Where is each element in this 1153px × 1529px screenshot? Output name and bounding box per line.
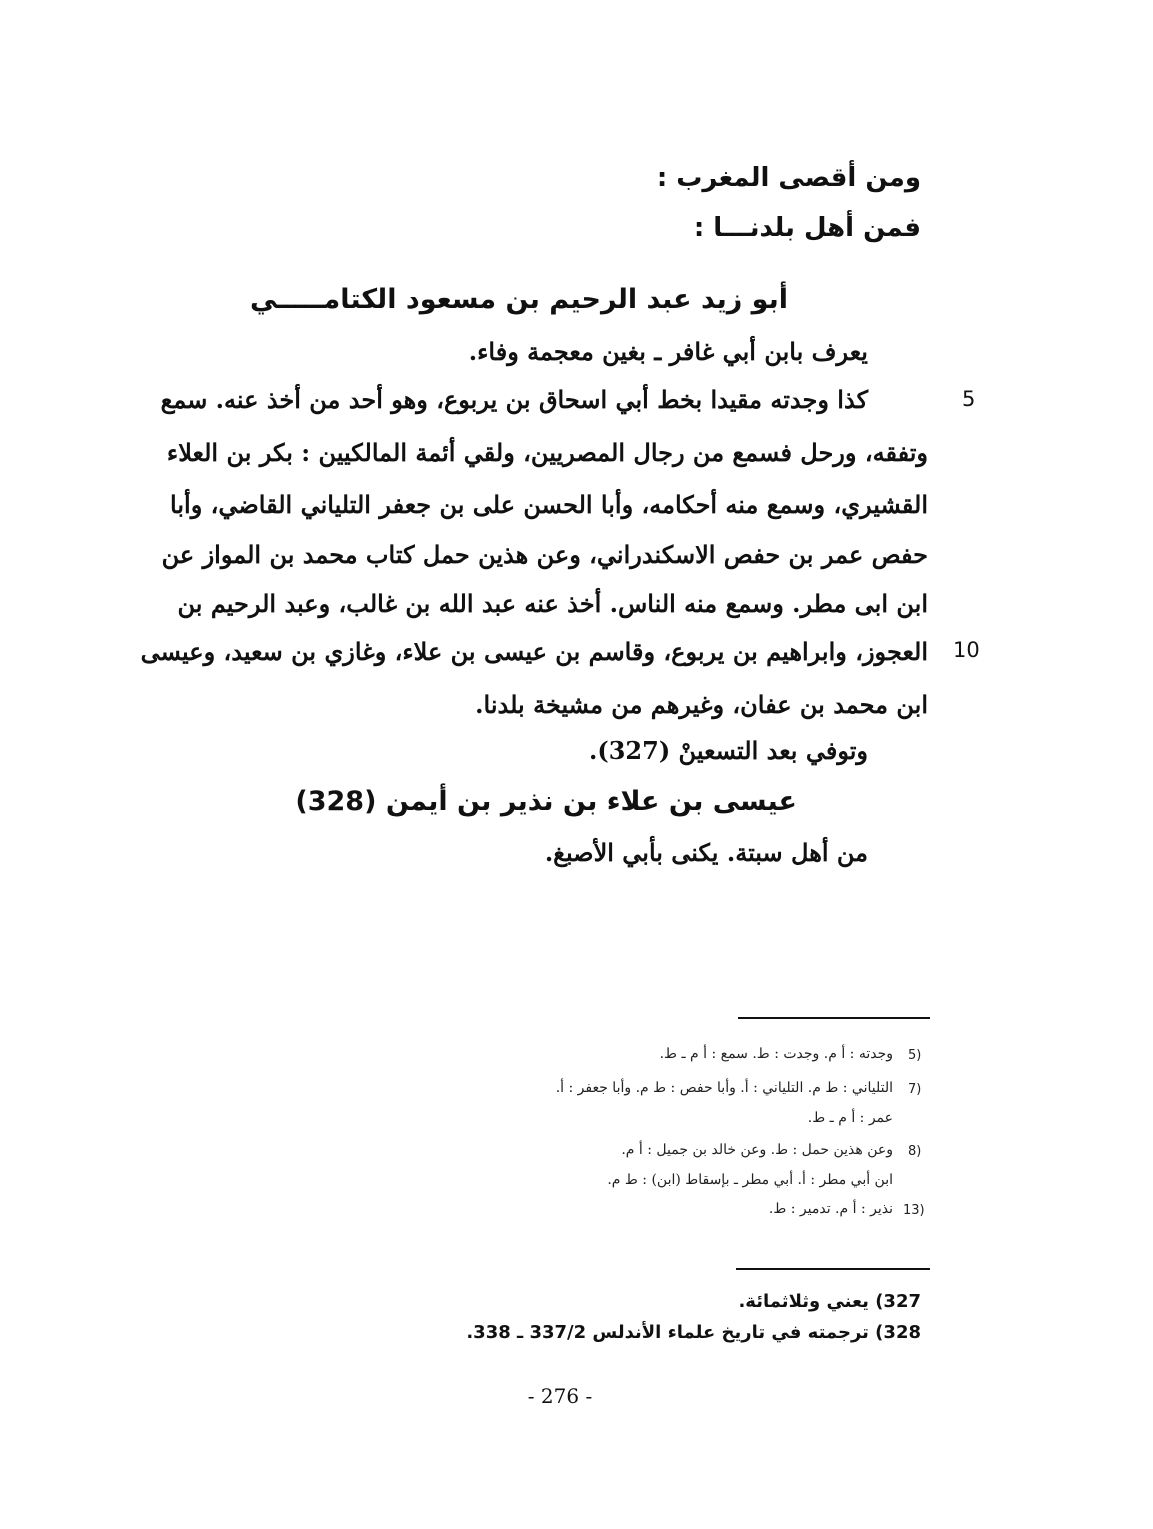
entry-1-intro: يعرف بابن أبي غافر ـ بغين معجمة وفاء. bbox=[468, 337, 868, 366]
variant-note-7-cont: عمر : أ م ـ ط. bbox=[807, 1110, 893, 1126]
variant-note-8-cont: ابن أبي مطر : أ. أبي مطر ـ بإسقاط (ابن) : ط م. bbox=[607, 1172, 893, 1188]
variant-note-7: التلياني : ط م. التلياني : أ. وأبا حفص : ط م. وأبا جعفر : أ. bbox=[555, 1080, 893, 1096]
variant-note-num-7: 7) bbox=[908, 1082, 922, 1097]
page-number: - 276 - bbox=[527, 1384, 593, 1408]
entry-1-line-3: القشيري، وسمع منه أحكامه، وأبا الحسن على بن جعفر التلياني القاضي، وأبا bbox=[170, 490, 928, 519]
entry-1-line-5: ابن ابى مطر. وسمع منه الناس. أخذ عنه عبد الله بن غالب، وعبد الرحيم بن bbox=[177, 589, 928, 618]
line-number-10: 10 bbox=[953, 638, 980, 662]
footnotes-rule bbox=[736, 1268, 930, 1270]
entry-1-name: أبو زيد عبد الرحيم بن مسعود الكتامـــــي bbox=[250, 284, 788, 315]
footnote-327: 327) يعني وثلاثمائة. bbox=[738, 1291, 921, 1312]
heading-region: ومن أقصى المغرب : bbox=[656, 163, 921, 193]
variant-note-8: وعن هذين حمل : ط. وعن خالد بن جميل : أ م. bbox=[621, 1142, 893, 1158]
footnote-328: 328) ترجمته في تاريخ علماء الأندلس 337/2 ـ 338. bbox=[466, 1322, 921, 1343]
variant-notes-rule bbox=[738, 1017, 930, 1019]
variant-note-num-8: 8) bbox=[908, 1144, 922, 1159]
entry-2-intro: من أهل سبتة. يكنى بأبي الأصبغ. bbox=[544, 838, 868, 867]
variant-note-13: نذير : أ م. تدمير : ط. bbox=[768, 1201, 893, 1217]
entry-1-line-6: العجوز، وابراهيم بن يربوع، وقاسم بن عيسى بن علاء، وغازي بن سعيد، وعيسى bbox=[140, 637, 928, 666]
entry-2-name: عيسى بن علاء بن نذير بن أيمن (328) bbox=[295, 786, 797, 817]
variant-note-num-5: 5) bbox=[908, 1048, 922, 1063]
entry-1-death: وتوفي بعد التسعينْ (327). bbox=[589, 736, 868, 765]
variant-note-num-13: 13) bbox=[903, 1203, 925, 1218]
heading-town: فمن أهل بلدنـــا : bbox=[693, 213, 921, 243]
line-number-5: 5 bbox=[962, 387, 976, 411]
entry-1-line-7: ابن محمد بن عفان، وغيرهم من مشيخة بلدنا. bbox=[475, 690, 928, 719]
entry-1-line-2: وتفقه، ورحل فسمع من رجال المصريين، ولقي أئمة المالكيين : بكر بن العلاء bbox=[166, 438, 928, 467]
variant-note-5: وجدته : أ م. وجدت : ط. سمع : أ م ـ ط. bbox=[659, 1046, 893, 1062]
entry-1-line-1: كذا وجدته مقيدا بخط أبي اسحاق بن يربوع، وهو أحد من أخذ عنه. سمع bbox=[160, 385, 868, 414]
entry-1-line-4: حفص عمر بن حفص الاسكندراني، وعن هذين حمل كتاب محمد بن المواز عن bbox=[161, 540, 928, 569]
